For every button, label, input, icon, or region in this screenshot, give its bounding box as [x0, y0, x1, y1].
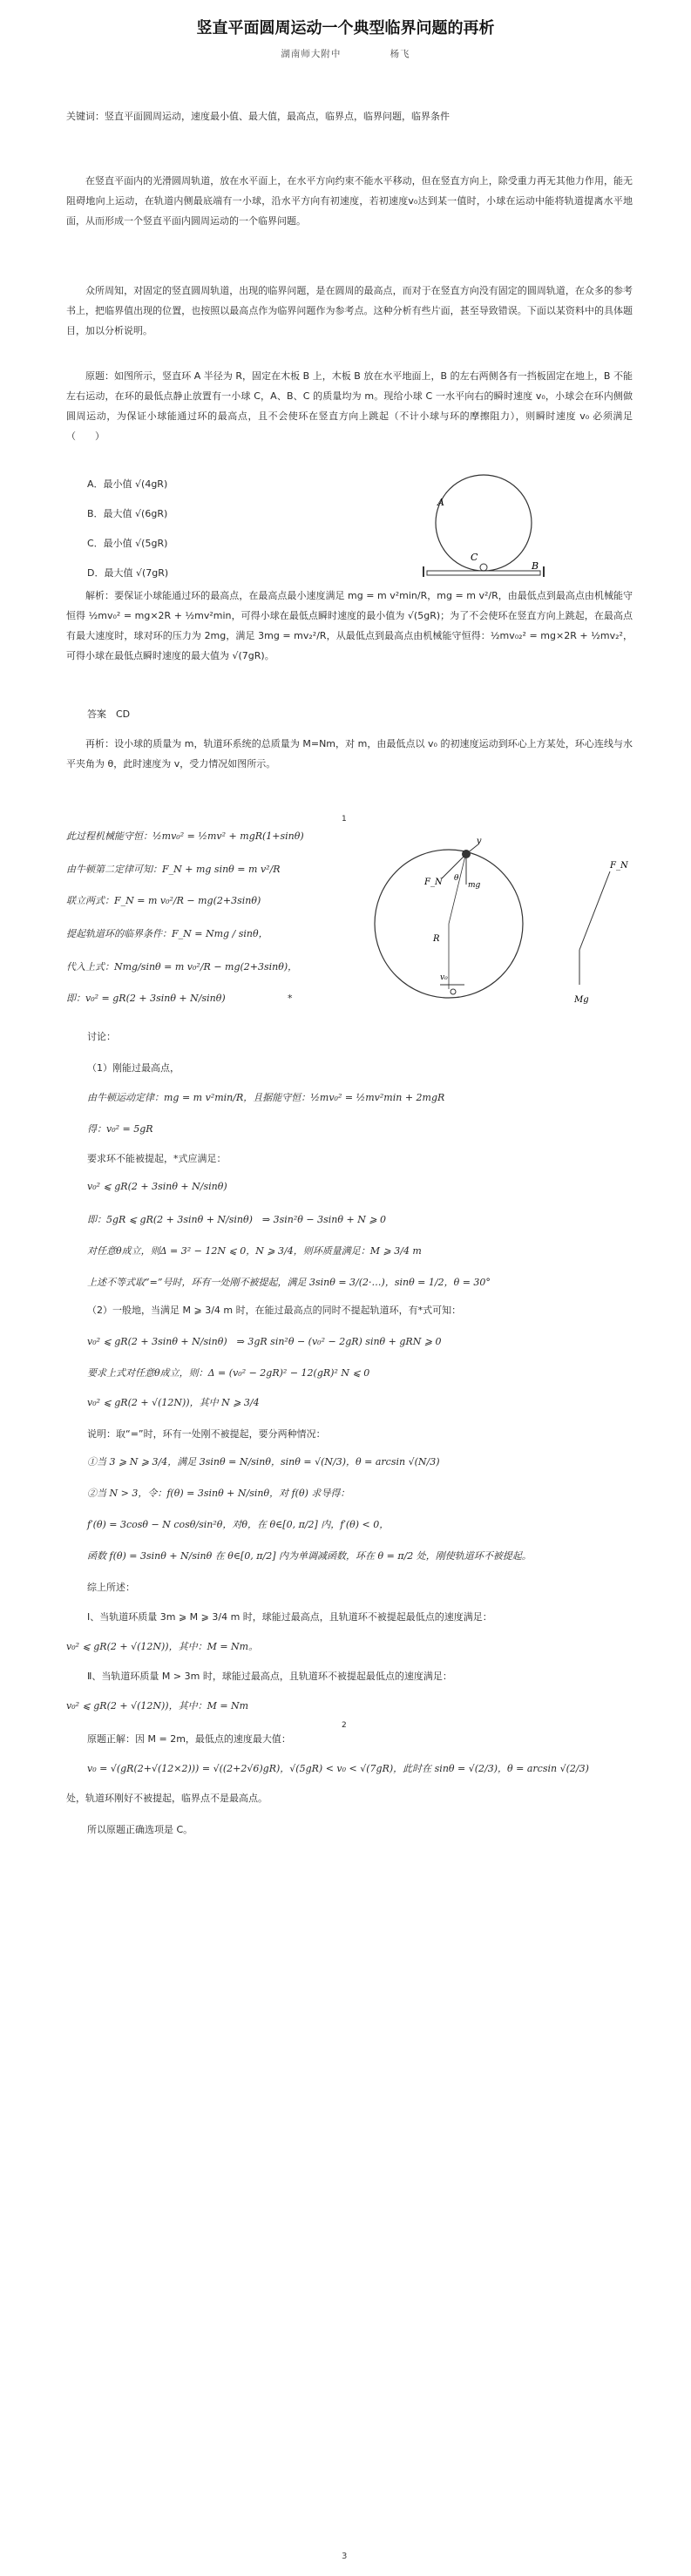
author-school: 湖南师大附中: [281, 49, 342, 59]
discussion-line: 上述不等式取“=”号时，环有一处刚不被提起，满足 3sinθ = 3/(2·…)，sinθ = 1/2，θ = 30°: [87, 1277, 491, 1288]
discussion-line: 综上所述：: [87, 1582, 135, 1593]
discussion-line: 说明：取“=”时，环有一处刚不被提起，要分两种情况：: [87, 1428, 326, 1440]
star-mark: *: [288, 993, 293, 1004]
discussion-line: 由牛顿运动定律：mg = m v²min/R，且据能守恒：½mv₀² = ½mv²min + 2mgR: [87, 1092, 445, 1103]
page-mark-2: 2: [342, 1721, 347, 1730]
discussion-line: 要求环不能被提起，*式应满足：: [87, 1153, 227, 1164]
intro-paragraph-1: 在竖直平面内的光滑圆周轨道，放在水平面上，在水平方向约束不能水平移动，但在竖直方向上，除受重力再无其他力作用，能无阻碍地向上运动，在轨道内侧最底端有一小球，沿水平方向有初速度，若初速度v₀达到某一值时，小球在运动中能将轨道提离水平地面，从而形成一个竖直平面内圆周运动的一个临界问题。: [66, 175, 633, 227]
fig1-label-a: A: [437, 497, 444, 508]
fig2-label-mg2: Mg: [574, 995, 589, 1005]
page-title: 竖直平面圆周运动一个典型临界问题的再析: [196, 19, 495, 37]
correction-line: 原题正解：因 M = 2m，最低点的速度最大值：: [87, 1733, 291, 1745]
discussion-line: f′(θ) = 3cosθ − N cosθ/sin²θ，对θ，在 θ∈[0, π/2] 内，f′(θ) < 0，: [87, 1519, 390, 1530]
answer: 答案 CD: [87, 708, 131, 720]
correction-line: 处，轨道环刚好不被提起，临界点不是最高点。: [66, 1793, 268, 1804]
derivation-line: 提起轨道环的临界条件：F_N = Nmg / sinθ，: [66, 928, 268, 939]
reanalysis: [66, 734, 633, 774]
keywords: 关键词：竖直平面圆周运动，速度最小值、最大值，最高点，临界点，临界问题，临界条件: [66, 111, 450, 122]
intro-paragraph-2: 众所周知，对固定的竖直圆周轨道，出现的临界问题，是在圆周的最高点，而对于在竖直方向没有固定的圆周轨道，在众多的参考书上，把临界值出现的位置，也按照以最高点作为临界问题作为参考点。这种分析有些片面，甚至导致错误。下面以某资料中的具体题目，加以分析说明。: [66, 285, 633, 336]
fig2-label-mg: mg: [468, 881, 481, 890]
derivation-line: 即：v₀² = gR(2 + 3sinθ + N/sinθ): [66, 993, 226, 1004]
fig1-label-b: B: [532, 560, 539, 572]
figure-force-diagram: [370, 837, 632, 1011]
discussion-line: v₀² ⩽ gR(2 + √(12N))，其中：M = Nm。: [66, 1641, 259, 1652]
fig2-label-theta: θ: [454, 874, 459, 883]
figure-ring-on-board: [418, 471, 558, 584]
fig2-label-r: R: [433, 934, 440, 944]
discussion-line: v₀² ⩽ gR(2 + 3sinθ + N/sinθ): [87, 1181, 227, 1192]
reanalysis-text: ：设小球的质量为 m，轨道环系统的总质量为 M=Nm，对 m，由最低点以 v₀ 的初速度运动到环心上方某处，环心连线与水平夹角为 θ，此时速度为 v，受力情况如图所示。: [66, 738, 633, 769]
discussion-line: 要求上式对任意θ成立，则：Δ = (v₀² − 2gR)² − 12(gR)² N ⩽ 0: [87, 1367, 370, 1379]
authors: [0, 47, 691, 60]
discussion-line: 即：5gR ⩽ gR(2 + 3sinθ + N/sinθ) ⇒ 3sin²θ − 3sinθ + N ⩾ 0: [87, 1214, 387, 1225]
discussion-line: v₀² ⩽ gR(2 + √(12N))，其中：M = Nm: [66, 1700, 249, 1712]
derivation-line: 联立两式：F_N = m v₀²/R − mg(2+3sinθ): [66, 895, 261, 906]
author-name: 杨飞: [390, 49, 410, 59]
analysis-text: ：要保证小球能通过环的最高点，在最高点最小速度满足 mg = m v²min/R，mg = m v²/R，由最低点到最高点由机械能守恒得 ½mv₀² = mg×2R + ½mv²min，可得小球在最低点瞬时速度的最小值为 √(5gR)；为了不会使环在竖直方向上跳起，在最高点有最大速度时，球对环的压力为 2mg，满足 3mg = mv₂²/R，从最低点到最高点由机械能守恒得：½mv₀₂² = mg×2R + ½mv₂²，可得小球在最低点瞬时速度的最大值为 √(7gR)。: [66, 590, 633, 661]
discussion-line: （1）刚能过最高点，: [87, 1062, 180, 1074]
discussion-line: Ⅰ、当轨道环质量 3m ⩾ M ⩾ 3/4 m 时，球能过最高点，且轨道环不被提起最低点的速度满足：: [87, 1611, 492, 1623]
discussion-line: v₀² ⩽ gR(2 + 3sinθ + N/sinθ) ⇒ 3gR sin²θ − (v₀² − 2gR) sinθ + gRN ⩾ 0: [87, 1336, 442, 1347]
derivation-line: 由牛顿第二定律可知：F_N + mg sinθ = m v²/R: [66, 864, 281, 875]
fig2-label-fn: F_N: [424, 878, 443, 887]
page-mark-1: 1: [342, 815, 347, 824]
discussion-line: （2）一般地，当满足 M ⩾ 3/4 m 时，在能过最高点的同时不提起轨道环，有*式可知：: [87, 1305, 462, 1316]
discussion-line: v₀² ⩽ gR(2 + √(12N))，其中 N ⩾ 3/4: [87, 1397, 260, 1408]
fig2-label-fn2: F_N: [610, 861, 628, 871]
discussion-line: 得：v₀² = 5gR: [87, 1123, 153, 1135]
discussion-line: ①当 3 ⩾ N ⩾ 3/4，满足 3sinθ = N/sinθ，sinθ = √(N/3)，θ = arcsin √(N/3): [87, 1456, 440, 1468]
derivation-line: 代入上式：Nmg/sinθ = m v₀²/R − mg(2+3sinθ)，: [66, 961, 298, 973]
fig2-label-v0: v₀: [440, 973, 448, 982]
option-b: B．最大值 √(6gR): [87, 508, 168, 519]
derivation-line: 此过程机械能守恒：½mv₀² = ½mv² + mgR(1+sinθ): [66, 830, 304, 842]
correction-line: v₀ = √(gR(2+√(12×2))) = √((2+2√6)gR)，√(5gR) < v₀ < √(7gR)，此时在 sinθ = √(2/3)，θ = arcsin √(2/3): [87, 1763, 589, 1774]
problem-statement: 原题：如图所示，竖直环 A 半径为 R，固定在木板 B 上，木板 B 放在水平地面上，B 的左右两侧各有一挡板固定在地上，B 不能左右运动，在环的最低点静止放置有一小球 C，A、B、C 的质量均为 m。现给小球 C 一水平向右的瞬时速度 v₀，小球会在环内侧做圆周运动，为保证小球能通过环的最高点，且不会使环在竖直方向上跳起（不计小球与环的摩擦阻力），则瞬时速度 v₀ 必须满足（ ）: [66, 370, 633, 442]
page-number: 3: [342, 2552, 348, 2561]
option-a: A．最小值 √(4gR): [87, 478, 168, 490]
discussion-heading: 讨论：: [87, 1031, 116, 1042]
conclusion: 所以原题正确选项是 C。: [87, 1824, 193, 1835]
reanalysis-label: 再析: [85, 738, 105, 749]
discussion-line: Ⅱ、当轨道环质量 M > 3m 时，球能过最高点，且轨道环不被提起最低点的速度满足：: [87, 1671, 452, 1682]
discussion-line: 对任意θ成立，则Δ = 3² − 12N ⩽ 0，N ⩾ 3/4，则环质量满足：M ⩾ 3/4 m: [87, 1245, 422, 1257]
fig1-label-c: C: [471, 552, 478, 563]
option-d: D．最大值 √(7gR): [87, 567, 169, 579]
fig2-label-v: v: [477, 837, 482, 846]
option-c: C．最小值 √(5gR): [87, 538, 168, 549]
analysis: [66, 586, 633, 666]
discussion-line: 函数 f(θ) = 3sinθ + N/sinθ 在 θ∈[0, π/2] 内为单调减函数，环在 θ = π/2 处，刚使轨道环不被提起。: [87, 1550, 532, 1562]
analysis-label: 解析: [85, 590, 105, 601]
discussion-line: ②当 N > 3，令：f(θ) = 3sinθ + N/sinθ，对 f(θ) 求导得：: [87, 1488, 350, 1499]
